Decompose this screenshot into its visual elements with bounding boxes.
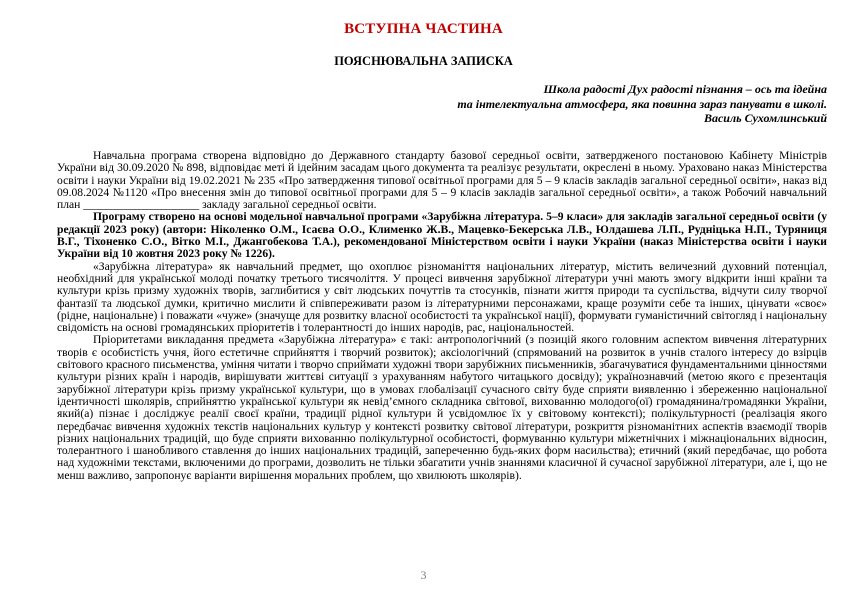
epigraph-author: Василь Сухомлинський — [703, 111, 827, 125]
paragraph-model-program: Програму створено на основі модельної навчальної програми «Зарубіжна література. 5–9 класи» для закладів загальної середньої освіти (у редакції 2023 року) (автори: Ніколенко О.М., Ісаєва О.О., Клименко Ж.В., Мацевко-Бекерська Л.В., Юлдашева Л.П., Рудніцька Н.П., Туряниця В.Г., Тіхоненко С.О., Вітко М.І., Джангобекова Т.А.), рекомендованої Міністерством освіти і науки України (наказ Міністерства освіти і науки України від 10 жовтня 2023 року № 1226). — [57, 210, 827, 261]
epigraph-line: та інтелектуальна атмосфера, яка повинна зараз панувати в школі. — [457, 96, 827, 111]
paragraph-subject-description: «Зарубіжна література» як навчальний предмет, що охоплює різноманіття національних літератур, містить величезний духовний потенціал, необхідний для української молоді початку третього тисячоліття. У процесі вивчення зарубіжної літератури учні мають змогу відкрити інші країни та культури крізь призму художніх творів, заглибитися у світ людських почуттів та стосунків, пізнати життя природи та суспільства, відчути силу творчої фантазії та людської думки, критично мислити й співпереживати разом із літературними персонажами, краще розуміти себе та інших, цінувати «своє» (рідне, національне) і поважати «чуже» (значуще для розвитку власної особистості та української нації), формувати гуманістичний світогляд і національну свідомість на основі громадянських пріоритетів і толерантності до інших народів, рас, національностей. — [57, 259, 827, 335]
document-body — [57, 150, 827, 482]
paragraph-standard: Навчальна програма створена відповідно до Державного стандарту базової середньої освіти, затвердженого постановою Кабінету Міністрів України від 30.09.2020 № 898, відповідає меті й ідейним засадам цього документа та реалізує результати, окреслені в ньому. Ураховано наказ Міністерства освіти і науки України від 19.02.2021 № 235 «Про затвердження типової освітньої програми для 5 – 9 класів закладів загальної середньої освіти», наказ від 09.08.2024 №1120 «Про внесення змін до типової освітньої програми для 5 – 9 класів закладів загальної середньої освіти», а також Робочий навчальний план ____________________ закладу загальної середньої освіти. — [57, 149, 827, 212]
paragraph-priorities: Пріоритетами викладання предмета «Зарубіжна література» є такі: антропологічний (з позицій якого головним аспектом вивчення літературних творів є особистість учня, його естетичне сприйняття і творчий розвиток); аксіологічний (спрямований на розвиток в учнів сталого інтересу до взірців світового красного письменства, уміння читати і творчо сприймати художні твори зарубіжних письменників, збагачуватися фундаментальними цінностями культури різних країн і народів, вирішувати життєві ситуації з урахуванням набутого читацького досвіду); українознавчий (метою якого є презентація зарубіжної літератури крізь призму української культури, що в умовах глобалізації сучасного світу буде сприяти виявленню і збереженню національної ідентичності школярів, сприйняттю української культури як невід’ємного складника світової, вихованню молодого(ої) громадянина/громадянки України, який(а) пізнає і досліджує реалії своєї країни, традиції рідної культури й усвідомлює їх у світовому контексті); полікультурності (реалізація якого передбачає вивчення художніх текстів національних культур у контексті розвитку світової літератури, розкриття різноманітних аспектів взаємодії творів різних національних традицій, що буде сприяти вихованню полікультурної особистості, формуванню культури міжетнічних і міжнаціональних відносин, толерантного і шанобливого ставлення до інших національних традицій, запереченню будь-яких форм насильства); етичний (який передбачає, що робота над художніми текстами, включеними до програми, дозволить не тільки збагатити учнів знаннями класичної й сучасної зарубіжної літератури, але і, що не менш важливо, запропонує варіанти вирішення моральних проблем, що хвилюють школярів). — [57, 333, 827, 482]
epigraph-line: Школа радості Дух радості пізнання – ось та ідейна — [543, 82, 827, 96]
document-subtitle: ПОЯСНЮВАЛЬНА ЗАПИСКА — [334, 54, 513, 68]
page-number: 3 — [420, 568, 427, 582]
document-title: ВСТУПНА ЧАСТИНА — [344, 21, 503, 37]
epigraph — [267, 82, 827, 126]
